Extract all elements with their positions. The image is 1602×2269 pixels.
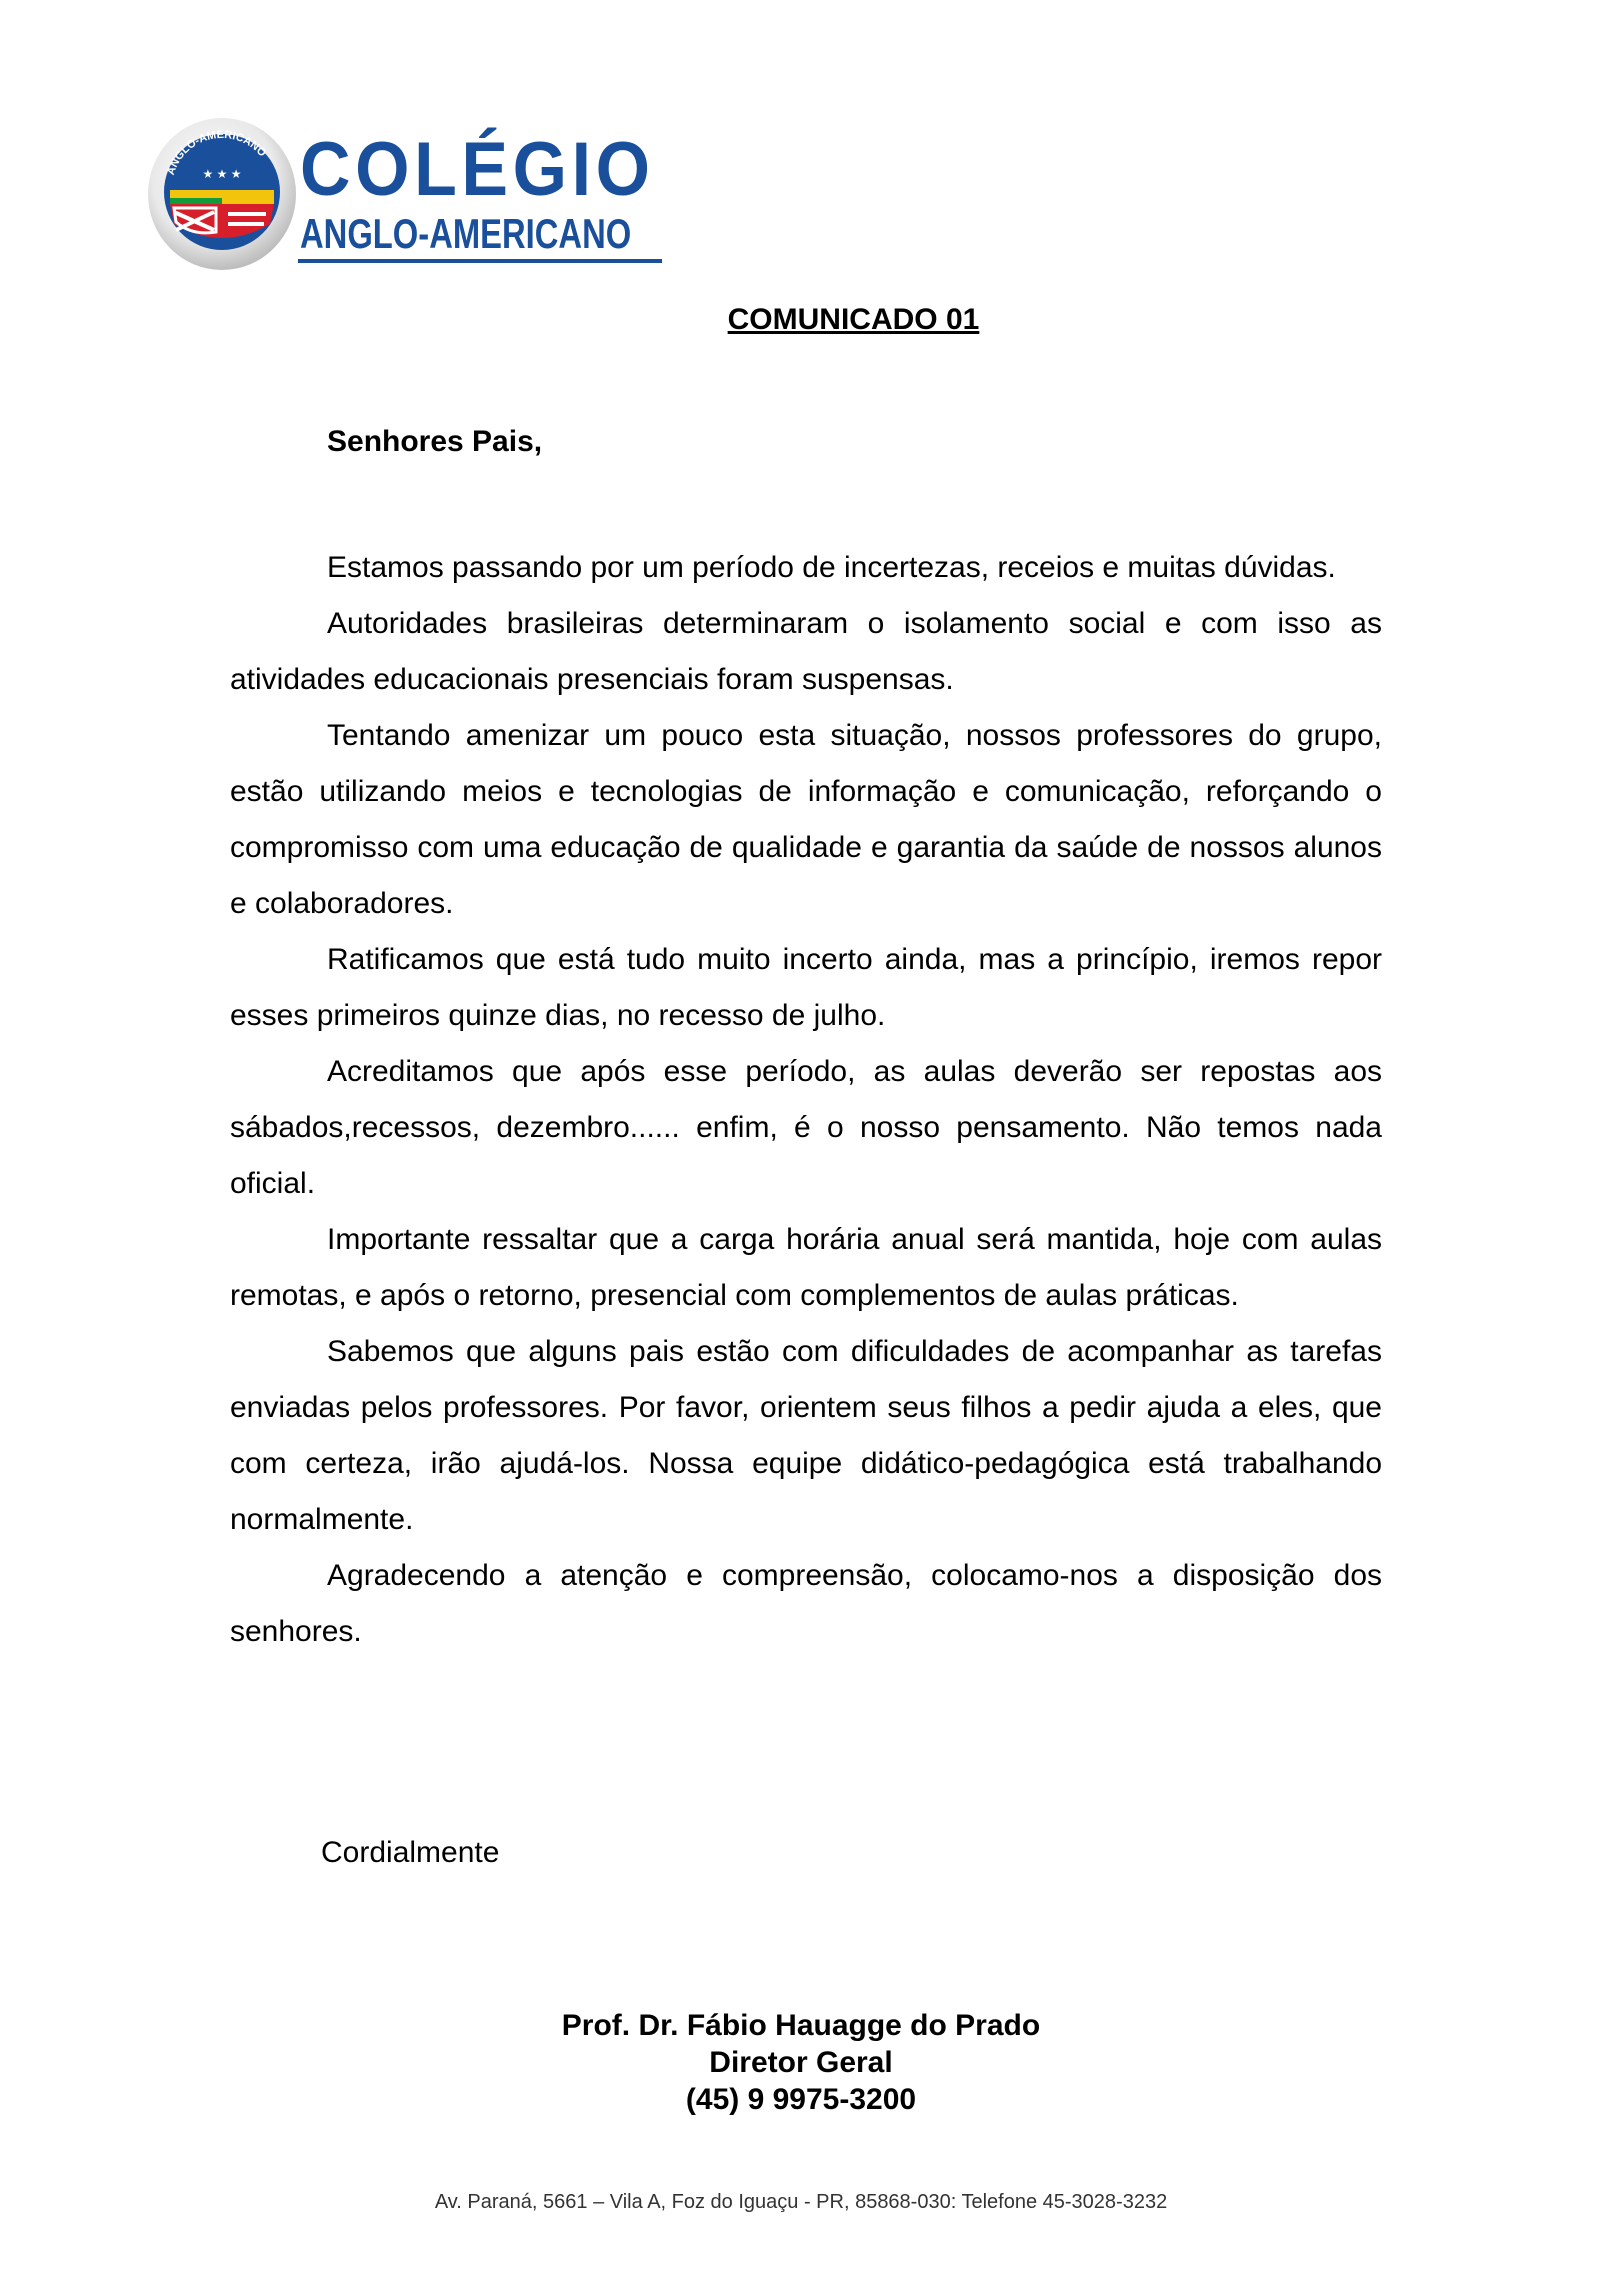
logo-subtitle: ANGLO-AMERICANO	[300, 210, 632, 257]
paragraph: Importante ressaltar que a carga horária anual será mantida, hoje com aulas remotas, e após o retorno, presencial com complementos de aulas práticas.	[230, 1223, 1382, 1312]
salutation: Senhores Pais,	[327, 425, 543, 458]
document-title: COMUNICADO 01	[727, 303, 980, 336]
paragraph: Acreditamos que após esse período, as aulas deverão ser repostas aos sábados,recessos, dezembro...... enfim, é o nosso pensamento. Não temos nada oficial.	[230, 1055, 1382, 1200]
paragraph: Sabemos que alguns pais estão com dificuldades de acompanhar as tarefas enviadas pelos professores. Por favor, orientem seus filhos a pedir ajuda a eles, que com certeza, irão ajudá-los. Nossa equipe didático-pedagógica está trabalhando normalmente.	[230, 1335, 1382, 1536]
paragraph: Estamos passando por um período de incertezas, receios e muitas dúvidas.	[327, 551, 1336, 584]
paragraph: Agradecendo a atenção e compreensão, colocamo-nos a disposição dos senhores.	[230, 1559, 1382, 1648]
school-badge-icon	[146, 112, 296, 272]
svg-text:ANGLO-AMERICANO: ANGLO-AMERICANO	[164, 128, 269, 177]
logo-divider	[298, 259, 662, 263]
logo-title: COLÉGIO	[300, 127, 655, 212]
signatory-role: Diretor Geral	[709, 2046, 893, 2079]
signatory-phone: (45) 9 9975-3200	[685, 2083, 917, 2116]
document-body	[230, 540, 1382, 1660]
signature-block	[0, 2007, 1602, 2118]
paragraph: Autoridades brasileiras determinaram o isolamento social e com isso as atividades educacionais presenciais foram suspensas.	[230, 607, 1382, 696]
school-logo	[146, 112, 666, 282]
paragraph: Tentando amenizar um pouco esta situação, nossos professores do grupo, estão utilizando meios e tecnologias de informação e comunicação, reforçando o compromisso com uma educação de qualidade e garantia da saúde de nossos alunos e colaboradores.	[230, 719, 1382, 920]
signatory-name: Prof. Dr. Fábio Hauagge do Prado	[561, 2009, 1041, 2042]
closing: Cordialmente	[321, 1836, 500, 1869]
footer-address: Av. Paraná, 5661 – Vila A, Foz do Iguaçu - PR, 85868-030: Telefone 45-3028-3232	[434, 2191, 1168, 2213]
paragraph: Ratificamos que está tudo muito incerto ainda, mas a princípio, iremos repor esses primeiros quinze dias, no recesso de julho.	[230, 943, 1382, 1032]
svg-text:★ ★ ★: ★ ★ ★	[202, 167, 242, 181]
